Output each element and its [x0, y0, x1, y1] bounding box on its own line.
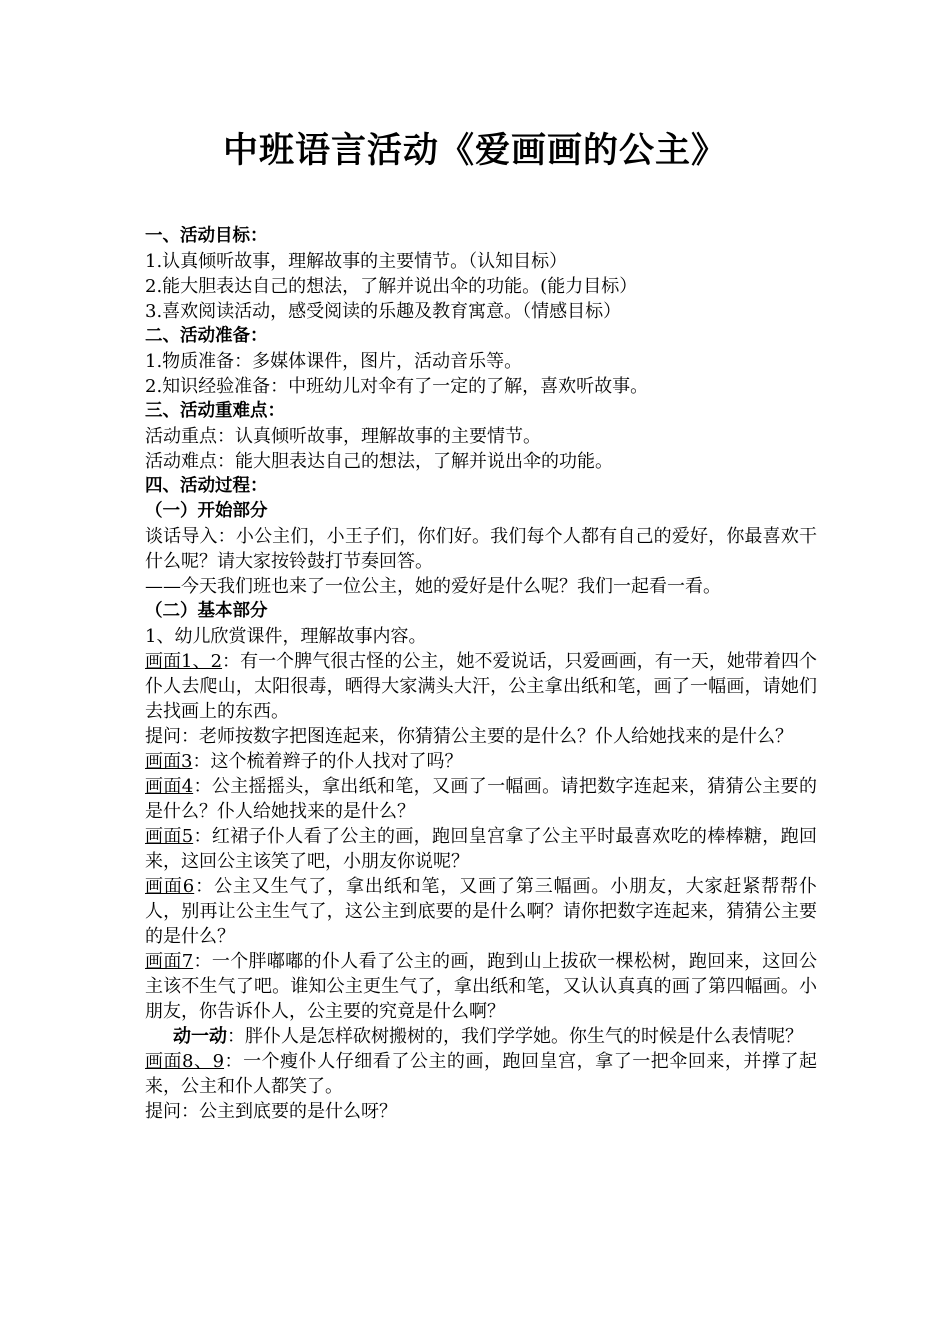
scene-paragraph: [145, 949, 817, 1024]
question-paragraph: 提问：老师按数字把图连起来，你猜猜公主要的是什么？仆人给她找来的是什么？: [145, 726, 793, 747]
scene-label: 画面4: [145, 776, 194, 797]
preparation-item: 2.知识经验准备：中班幼儿对伞有了一定的了解，喜欢听故事。: [145, 376, 649, 397]
scene-text: ：一个胖嘟嘟的仆人看了公主的画，跑到山上拔砍一棵松树，跑回来，这回公主该不生气了吧。谁知公主更生气了，拿出纸和笔，又认认真真的画了第四幅画。小朋友，你告诉仆人，公主要的究竟是什么啊？: [145, 951, 818, 1022]
scene-label: 画面6: [145, 876, 195, 897]
subsection-heading-opening: （一）开始部分: [145, 501, 268, 521]
key-point-item: 活动难点：能大胆表达自己的想法，了解并说出伞的功能。: [145, 451, 613, 472]
section-heading-preparation: 二、活动准备：: [145, 326, 268, 346]
scene-paragraph: [145, 824, 817, 874]
question-paragraph: 提问：公主到底要的是什么呀？: [145, 1101, 397, 1122]
goal-item: 2.能大胆表达自己的想法，了解并说出伞的功能。(能力目标）: [145, 276, 638, 297]
scene-text: ：有一个脾气很古怪的公主，她不爱说话，只爱画画，有一天，她带着四个仆人去爬山，太阳很毒，晒得大家满头大汗，公主拿出纸和笔，画了一幅画，请她们去找画上的东西。: [145, 651, 818, 722]
activity-label: 动一动: [173, 1026, 227, 1047]
scene-paragraph: [145, 1049, 817, 1099]
scene-text: ：这个梳着辫子的仆人找对了吗？: [192, 751, 463, 772]
activity-paragraph: [145, 1024, 817, 1049]
scene-paragraph: [145, 874, 817, 949]
scene-text: ：一个瘦仆人仔细看了公主的画，跑回皇宫，拿了一把伞回来，并撑了起来，公主和仆人都笑了。: [145, 1051, 818, 1097]
scene-paragraph: [145, 649, 817, 724]
scene-paragraph: [145, 774, 817, 824]
goal-item: 1.认真倾听故事，理解故事的主要情节。（认知目标）: [145, 251, 568, 272]
key-point-item: 活动重点：认真倾听故事，理解故事的主要情节。: [145, 426, 541, 447]
subsection-heading-main: （二）基本部分: [145, 601, 268, 621]
section-heading-goals: 一、活动目标：: [145, 226, 268, 246]
document-body: [145, 224, 817, 1124]
document-title: 中班语言活动《爱画画的公主》: [222, 131, 727, 171]
scene-label: 画面1、2: [145, 651, 223, 672]
scene-label: 画面8、9: [145, 1051, 225, 1072]
scene-label: 画面7: [145, 951, 194, 972]
scene-text: ：红裙子仆人看了公主的画，跑回皇宫拿了公主平时最喜欢吃的棒棒糖，跑回来，这回公主该笑了吧，小朋友你说呢？: [145, 826, 818, 872]
paragraph-intro-2: ——今天我们班也来了一位公主，她的爱好是什么呢？我们一起看一看。: [145, 576, 721, 597]
main-step: 1、幼儿欣赏课件，理解故事内容。: [145, 626, 427, 647]
scene-text: ：公主摇摇头，拿出纸和笔，又画了一幅画。请把数字连起来，猜猜公主要的是什么？仆人给她找来的是什么？: [145, 776, 818, 822]
section-heading-process: 四、活动过程：: [145, 476, 268, 496]
activity-text: ：胖仆人是怎样砍树搬树的，我们学学她。你生气的时候是什么表情呢？: [227, 1026, 803, 1047]
scene-paragraph: [145, 749, 817, 774]
section-heading-key-points: 三、活动重难点：: [145, 401, 285, 421]
scene-text: ：公主又生气了，拿出纸和笔，又画了第三幅画。小朋友，大家赶紧帮帮仆人，别再让公主生气了，这公主到底要的是什么啊？请你把数字连起来，猜猜公主要的是什么？: [145, 876, 818, 947]
goal-item: 3.喜欢阅读活动，感受阅读的乐趣及教育寓意。（情感目标）: [145, 301, 622, 322]
scene-label: 画面3: [145, 751, 193, 772]
scene-label: 画面5: [145, 826, 194, 847]
paragraph-intro: 谈话导入：小公主们，小王子们，你们好。我们每个人都有自己的爱好，你最喜欢干什么呢？请大家按铃鼓打节奏回答。: [145, 526, 817, 572]
preparation-item: 1.物质准备：多媒体课件，图片，活动音乐等。: [145, 351, 523, 372]
